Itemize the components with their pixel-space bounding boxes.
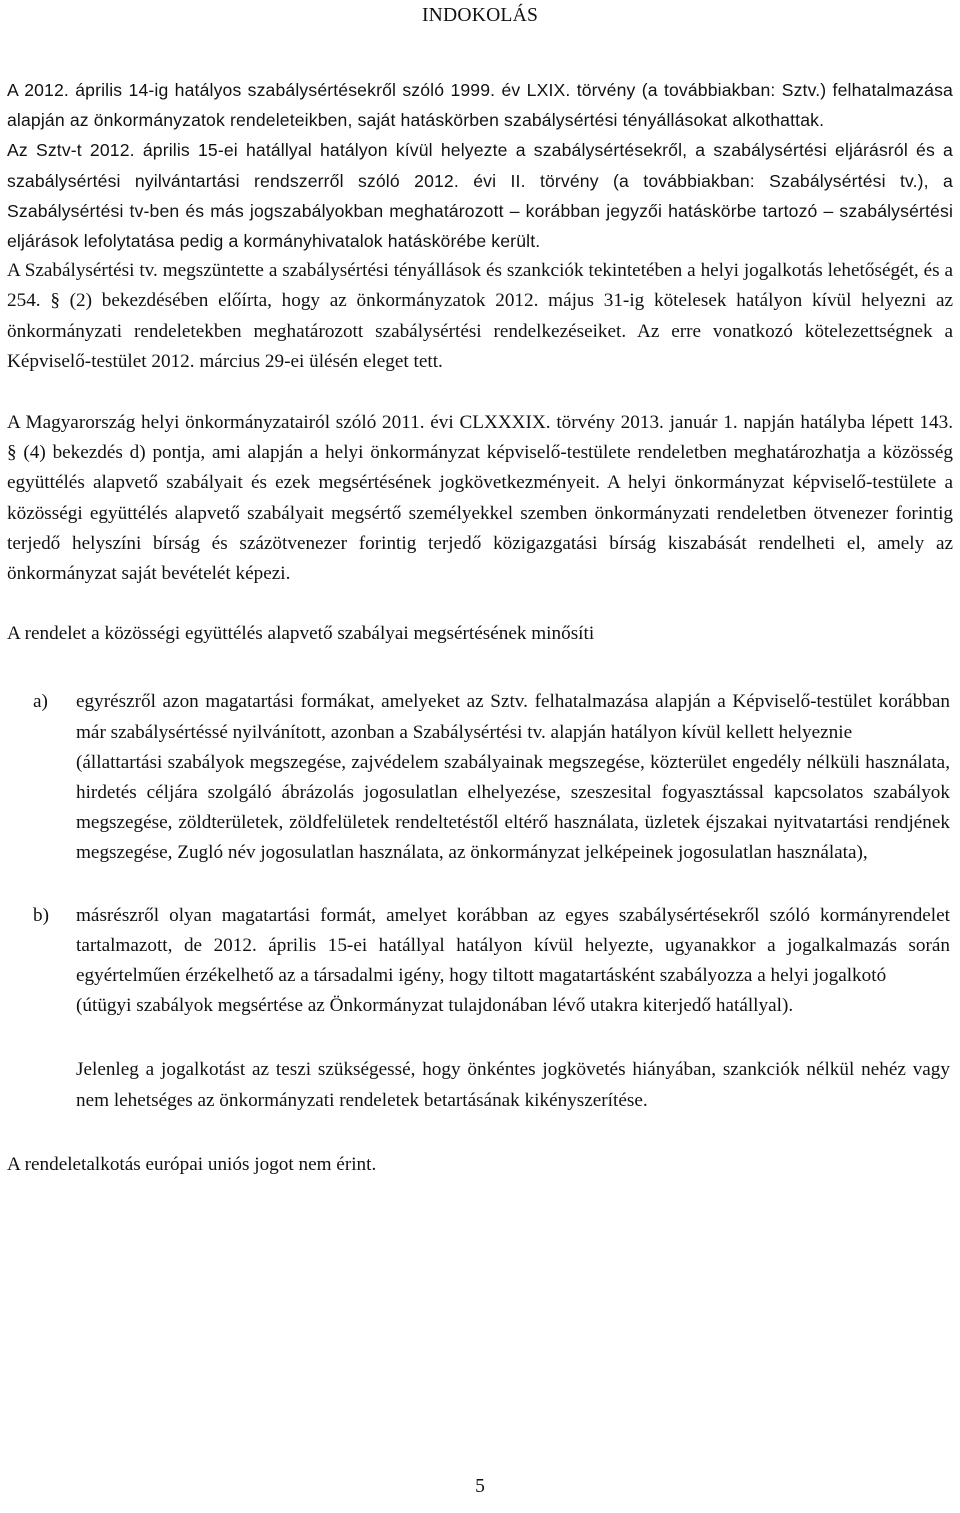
paragraph-eu-law: A rendeletalkotás európai uniós jogot nem érint. <box>7 1153 377 1175</box>
list-item-a-text: egyrészről azon magatartási formákat, amelyeket az Sztv. felhatalmazása alapján a Képviselő-testület korábban már szabálysértéssé nyilvánított, azonban a Szabálysértési tv. alapján hatályon kívül kellett helyeznie <box>76 691 950 743</box>
paragraph-regulation-removal: A Szabálysértési tv. megszüntette a szabálysértési tényállások és szankciók tekintetében a helyi jogalkotás lehetőségét, és a 254. § (2) bekezdésében előírta, hogy az önkormányzatok 2012. május 31-ig kötelesek hatályon kívül helyezni az önkormányzati rendeletekben meghatározott szabálysértési rendelkezéseiket. Az erre vonatkozó kötelezettségnek a Képviselő-testület 2012. március 29-ei ülésén eleget tett. <box>7 260 953 372</box>
list-marker-b: b) <box>33 904 49 926</box>
spacer <box>7 1021 953 1055</box>
paragraph-regulation-intro: A rendelet a közösségi együttélés alapvető szabályai megsértésének minősíti <box>7 623 595 645</box>
closing-indented-block <box>76 1055 953 1115</box>
list-item-a-content <box>76 687 953 868</box>
document-page <box>7 0 953 1180</box>
document-title: INDOKOLÁS <box>421 5 539 26</box>
list-item-a-detail: (állattartási szabályok megszegése, zajvédelem szabályainak megszegése, közterület engedély nélküli használata, hirdetés céljára szolgáló ábrázolás jogosulatlan elhelyezése, szeszesital fogyasztással kapcsolatos szabályok megszegése, zöldterületek, zöldfelületek rendeltetéstől eltérő használata, üzletek éjszakai nyitvatartási rendjének megszegése, Zugló név jogosulatlan használata, az önkormányzat jelképeinek jogosulatlan használata), <box>76 751 950 864</box>
paragraph-local-government-act: A Magyarország helyi önkormányzatairól szóló 2011. évi CLXXXIX. törvény 2013. január 1. napján hatályba lépett 143. § (4) bekezdés d) pontja, ami alapján a helyi önkormányzat képviselő-testülete rendeletben meghatározhatja a közösség együttélés alapvető szabályait és ezek megsértésének jogkövetkezményeit. A helyi önkormányzat képviselő-testülete a közösségi együttélés alapvető szabályait megsértő személyekkel szemben önkormányzati rendeletben ötvenezer forintig terjedő helyszíni bírság és százötvenezer forintig terjedő közigazgatási bírság kiszabását rendelheti el, amely az önkormányzat saját bevételét képezi. <box>7 412 953 585</box>
page-number: 5 <box>475 1476 485 1497</box>
list-marker-a: a) <box>33 691 48 713</box>
paragraph-necessity: Jelenleg a jogalkotást az teszi szükségessé, hogy önkéntes jogkövetés hiányában, szankciók nélkül nehéz vagy nem lehetséges az önkormányzati rendeletek betartásának kikényszerítése. <box>76 1059 950 1111</box>
spacer <box>7 589 953 619</box>
spacer <box>7 649 953 687</box>
list-item-b <box>7 901 953 1022</box>
paragraph-sztv-repeal: Az Sztv-t 2012. április 15-ei hatállyal hatályon kívül helyezte a szabálysértésekről, a szabálysértési eljárásról és a szabálysértési nyilvántartási rendszerről szóló 2012. évi II. törvény (a továbbiakban: Szabálysértési tv.), a Szabálysértési tv-ben és más jogszabályokban meghatározott – korábban jegyzői hatáskörbe tartozó – szabálysértési eljárások lefolytatása pedig a kormányhivatalok hatáskörébe került. <box>7 140 953 252</box>
list-item-b-detail: (útügyi szabályok megsértése az Önkormányzat tulajdonában lévő utakra kiterjedő hatállyal). <box>76 995 794 1017</box>
spacer <box>7 1116 953 1150</box>
spacer <box>7 31 953 75</box>
list-item-b-content <box>76 901 953 1022</box>
spacer <box>7 869 953 901</box>
list-item-b-text: másrészről olyan magatartási formát, amelyet korábban az egyes szabálysértésekről szóló kormányrendelet tartalmazott, de 2012. április 15-ei hatállyal hatályon kívül helyezte, ugyanakkor a jogalkalmazás során egyértelműen érzékelhető az a társadalmi igény, hogy tiltott magatartásként szabályozza a helyi jogalkotó <box>76 904 950 987</box>
paragraph-sztv-background: A 2012. április 14-ig hatályos szabálysértésekről szóló 1999. év LXIX. törvény (a továbbiakban: Sztv.) felhatalmazása alapján az önkormányzatok rendeleteikben, saját hatáskörben szabálysértési tényállásokat alkothattak. <box>7 80 953 131</box>
list-item-a <box>7 687 953 868</box>
spacer <box>7 377 953 408</box>
